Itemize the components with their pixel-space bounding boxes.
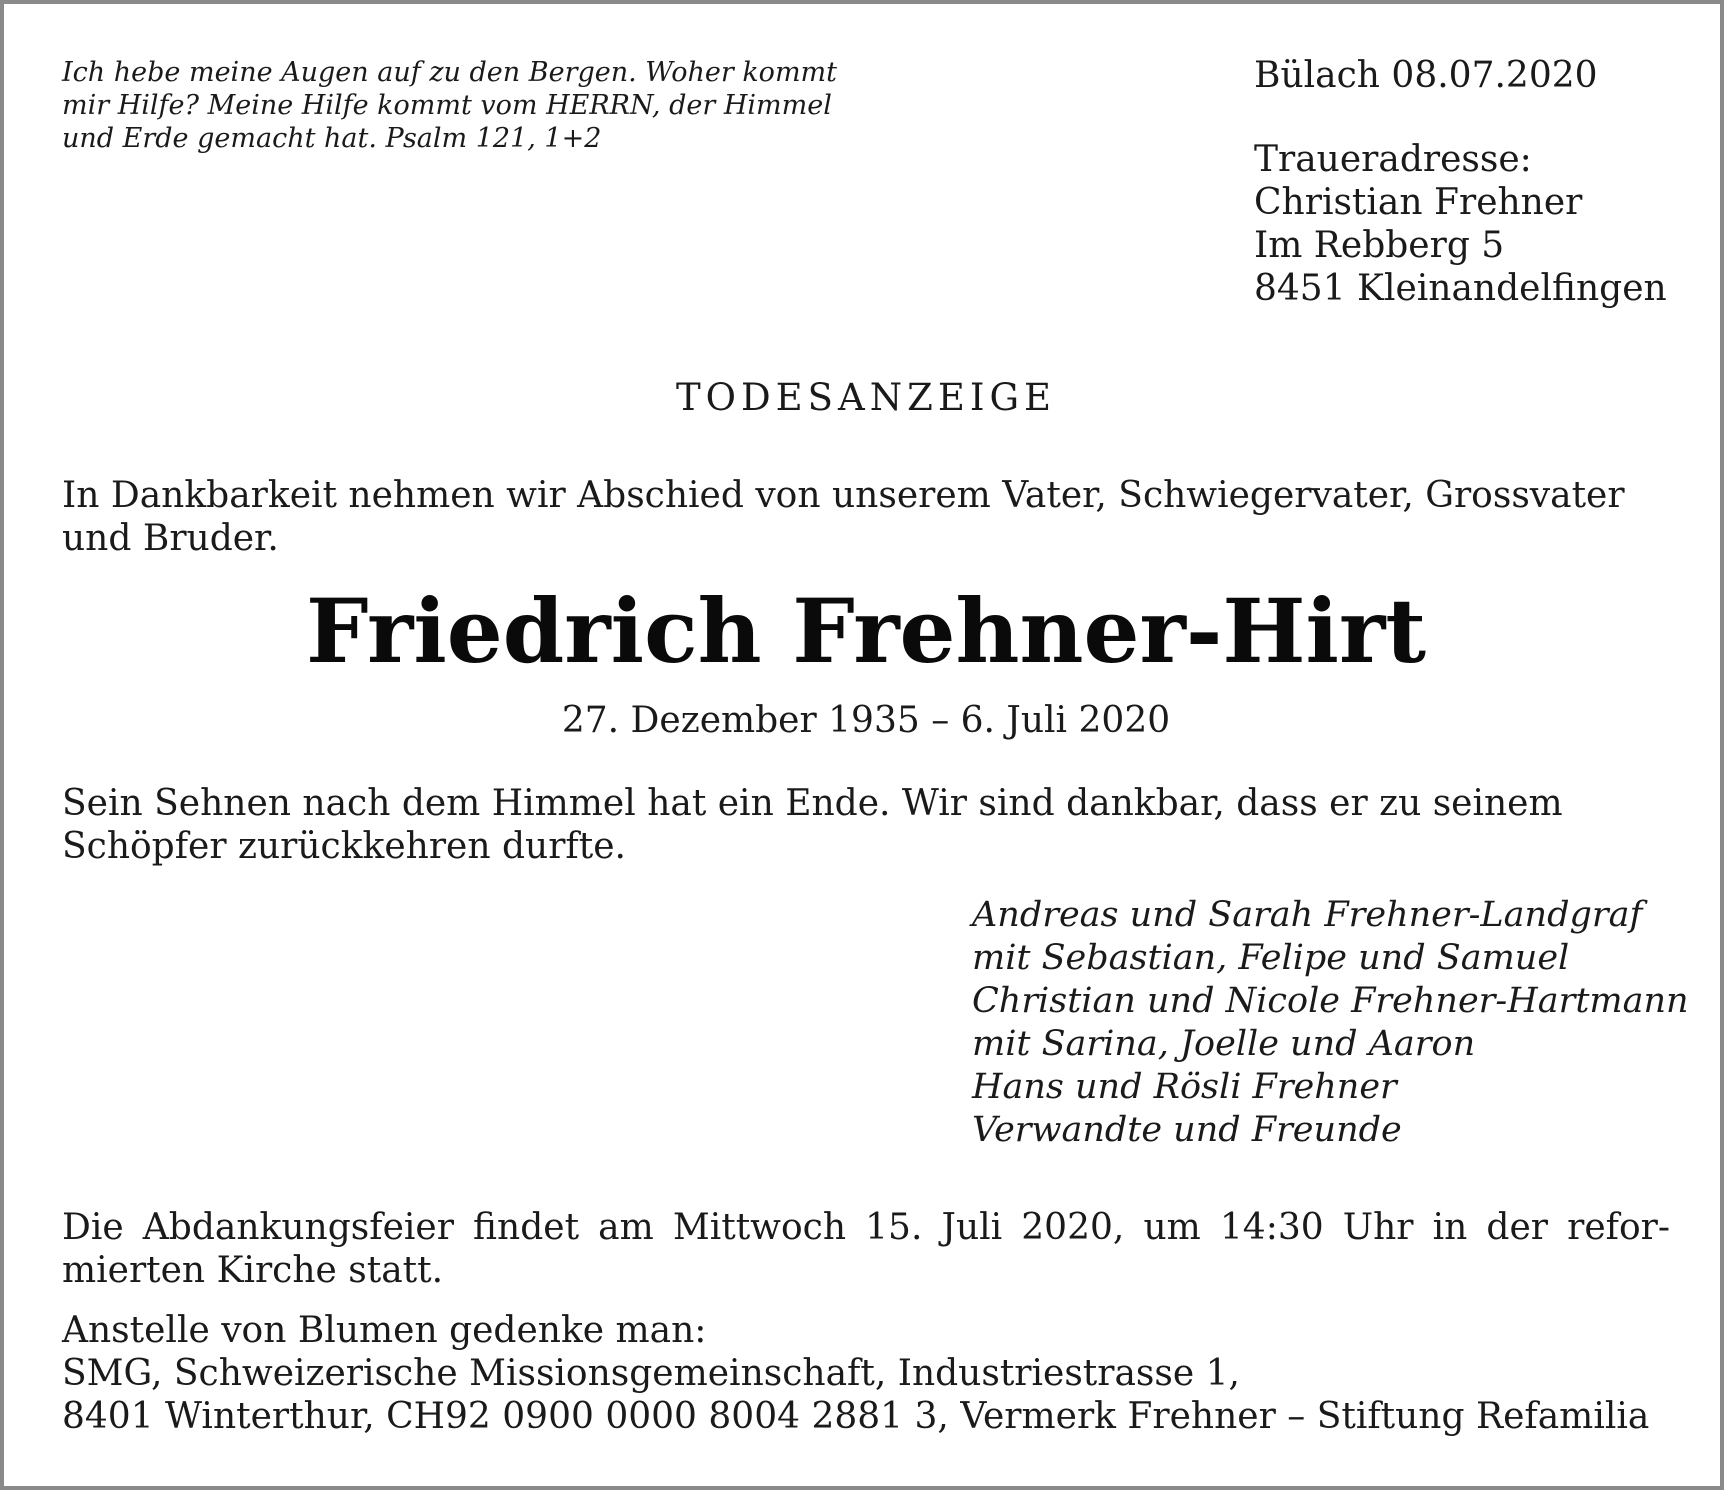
donation-line-1: Anstelle von Blumen gedenke man: bbox=[62, 1310, 707, 1351]
donation-line-2: SMG, Schweizerische Missionsgemeinschaft, Industriestrasse 1, bbox=[62, 1353, 1240, 1394]
deceased-name: Friedrich Frehner-Hirt bbox=[306, 579, 1426, 683]
intro-line-1: In Dankbarkeit nehmen wir Abschied von unserem Vater, Schwiegervater, Grossvater bbox=[62, 475, 1625, 516]
mourner-line: Andreas und Sarah Frehner-Landgraf bbox=[972, 895, 1643, 935]
notice-heading: TODESANZEIGE bbox=[675, 376, 1057, 419]
mourner-line: Verwandte und Freunde bbox=[972, 1110, 1402, 1150]
donation-paragraph bbox=[62, 1309, 1682, 1438]
intro-line-2: und Bruder. bbox=[62, 518, 279, 559]
intro-paragraph bbox=[62, 474, 1670, 560]
mourner-line: Hans und Rösli Frehner bbox=[972, 1067, 1397, 1107]
donation-line-3: 8401 Winterthur, CH92 0900 0000 8004 2881 3, Vermerk Frehner – Stiftung Refamilia bbox=[62, 1396, 1650, 1437]
place-date: Bülach 08.07.2020 bbox=[1254, 55, 1598, 96]
address-label: Traueradresse: bbox=[1254, 139, 1532, 180]
life-dates: 27. Dezember 1935 – 6. Juli 2020 bbox=[561, 700, 1171, 741]
header-block bbox=[1254, 54, 1694, 310]
address-city: 8451 Kleinandelfingen bbox=[1254, 268, 1667, 309]
address-street: Im Rebberg 5 bbox=[1254, 225, 1505, 266]
psalm-line: mir Hilfe? Meine Hilfe kommt vom HERRN, der Himmel bbox=[62, 90, 832, 121]
service-line-2: mierten Kirche statt. bbox=[62, 1250, 444, 1291]
service-paragraph bbox=[62, 1206, 1670, 1292]
farewell-line-1: Sein Sehnen nach dem Himmel hat ein Ende. Wir sind dankbar, dass er zu seinem bbox=[62, 783, 1563, 824]
mourners-list bbox=[972, 894, 1692, 1152]
psalm-quote bbox=[62, 56, 837, 155]
mourner-line: mit Sarina, Joelle und Aaron bbox=[972, 1024, 1476, 1064]
farewell-line-2: Schöpfer zurückkehren durfte. bbox=[62, 826, 626, 867]
mourner-line: Christian und Nicole Frehner-Hartmann bbox=[972, 981, 1689, 1021]
psalm-line: und Erde gemacht hat. Psalm 121, 1+2 bbox=[62, 123, 602, 154]
service-line-1: Die Abdankungsfeier findet am Mittwoch 15. Juli 2020, um 14:30 Uhr in der refor- bbox=[62, 1207, 1670, 1248]
address-name: Christian Frehner bbox=[1254, 182, 1583, 223]
psalm-line: Ich hebe meine Augen auf zu den Bergen. Woher kommt bbox=[62, 57, 837, 88]
farewell-paragraph bbox=[62, 782, 1670, 868]
mourner-line: mit Sebastian, Felipe und Samuel bbox=[972, 938, 1570, 978]
